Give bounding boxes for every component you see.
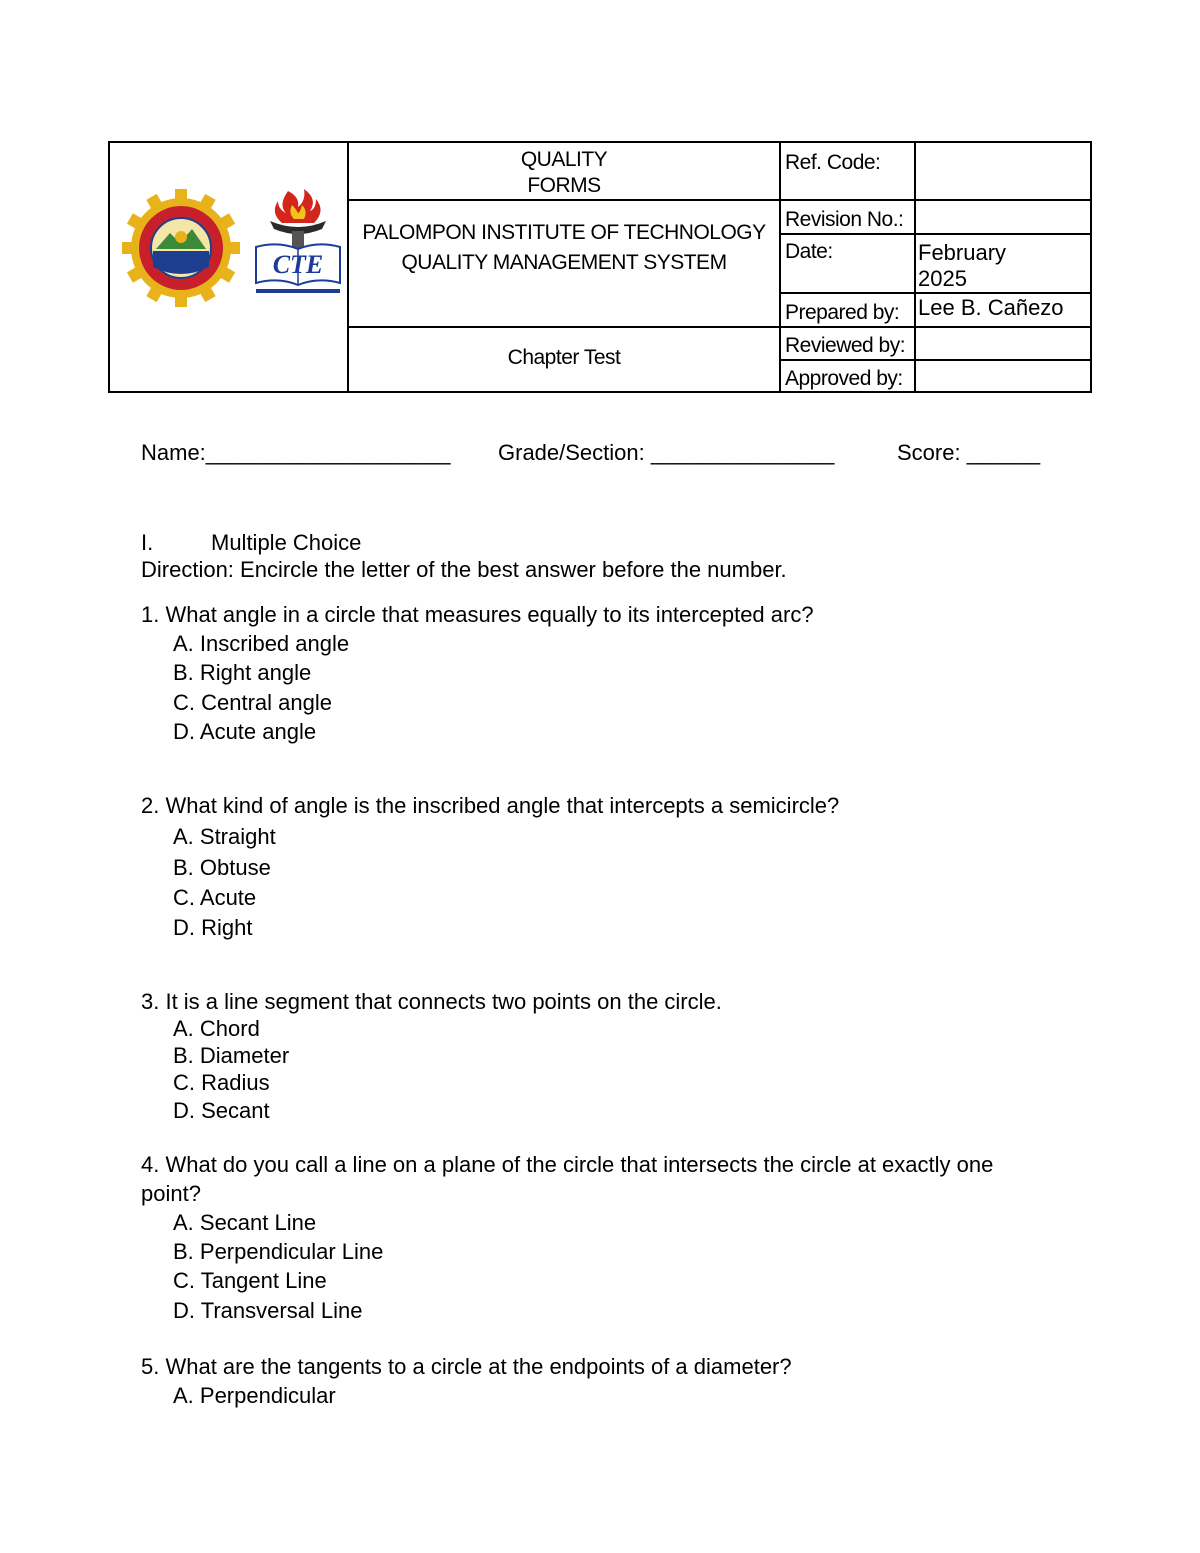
reviewed-by-label: Reviewed by:: [785, 334, 906, 357]
qms-label: QUALITY MANAGEMENT SYSTEM: [401, 251, 727, 274]
date-value-month: February: [918, 240, 1007, 265]
institution-name: PALOMPON INSTITUTE OF TECHNOLOGY: [362, 221, 766, 244]
date-value-year: 2025: [918, 266, 967, 291]
header-divider: [779, 199, 1092, 201]
header-divider: [347, 199, 781, 201]
question-4: 4. What do you call a line on a plane of the circle that intersects the circle at exactly one: [141, 1152, 994, 1177]
prepared-by-value: Lee B. Cañezo: [918, 295, 1064, 320]
document-type: Chapter Test: [507, 346, 621, 369]
q2-option-d[interactable]: D. Right: [173, 915, 253, 940]
direction-text: Direction: Encircle the letter of the best answer before the number.: [141, 557, 787, 582]
grade-section-field[interactable]: Grade/Section: _______________: [498, 440, 835, 465]
question-2: 2. What kind of angle is the inscribed angle that intercepts a semicircle?: [141, 793, 840, 818]
header-divider: [347, 326, 781, 328]
score-field[interactable]: Score: ______: [897, 440, 1041, 465]
q3-option-a[interactable]: A. Chord: [173, 1016, 260, 1041]
ref-code-label: Ref. Code:: [785, 151, 881, 174]
revision-label: Revision No.:: [785, 208, 904, 231]
q3-option-b[interactable]: B. Diameter: [173, 1043, 290, 1068]
q1-option-b[interactable]: B. Right angle: [173, 660, 312, 685]
q3-option-d[interactable]: D. Secant: [173, 1098, 270, 1123]
q4-option-b[interactable]: B. Perpendicular Line: [173, 1239, 384, 1264]
cte-logo: [248, 187, 348, 299]
name-field[interactable]: Name:____________________: [141, 440, 451, 465]
section-number: I.: [141, 530, 154, 555]
q4-option-c[interactable]: C. Tangent Line: [173, 1268, 327, 1293]
header-divider: [779, 292, 1092, 294]
date-label: Date:: [785, 240, 833, 263]
header-divider: [779, 359, 1092, 361]
form-title-line1: QUALITY: [520, 148, 608, 171]
section-title: Multiple Choice: [211, 530, 362, 555]
cte-logo-text: CTE: [272, 250, 324, 279]
header-divider: [779, 326, 1092, 328]
q5-option-a[interactable]: A. Perpendicular: [173, 1383, 336, 1408]
q2-option-c[interactable]: C. Acute: [173, 885, 257, 910]
question-3: 3. It is a line segment that connects two points on the circle.: [141, 989, 722, 1014]
gear-seal-icon: [122, 189, 240, 307]
q2-option-a[interactable]: A. Straight: [173, 824, 276, 849]
q4-option-d[interactable]: D. Transversal Line: [173, 1298, 363, 1323]
question-1: 1. What angle in a circle that measures equally to its intercepted arc?: [141, 602, 814, 627]
form-title-line2: FORMS: [527, 174, 601, 197]
header-divider: [779, 233, 1092, 235]
quality-form-header: [108, 141, 1092, 393]
header-divider: [914, 143, 916, 391]
q1-option-a[interactable]: A. Inscribed angle: [173, 631, 350, 656]
prepared-by-label: Prepared by:: [785, 301, 900, 324]
question-5: 5. What are the tangents to a circle at the endpoints of a diameter?: [141, 1354, 792, 1379]
q1-option-c[interactable]: C. Central angle: [173, 690, 332, 715]
question-4-continued: point?: [141, 1181, 201, 1206]
q1-option-d[interactable]: D. Acute angle: [173, 719, 317, 744]
torch-book-icon: [248, 187, 348, 299]
pit-seal-logo: [122, 189, 240, 307]
q3-option-c[interactable]: C. Radius: [173, 1070, 270, 1095]
q4-option-a[interactable]: A. Secant Line: [173, 1210, 317, 1235]
approved-by-label: Approved by:: [785, 367, 903, 390]
q2-option-b[interactable]: B. Obtuse: [173, 855, 271, 880]
